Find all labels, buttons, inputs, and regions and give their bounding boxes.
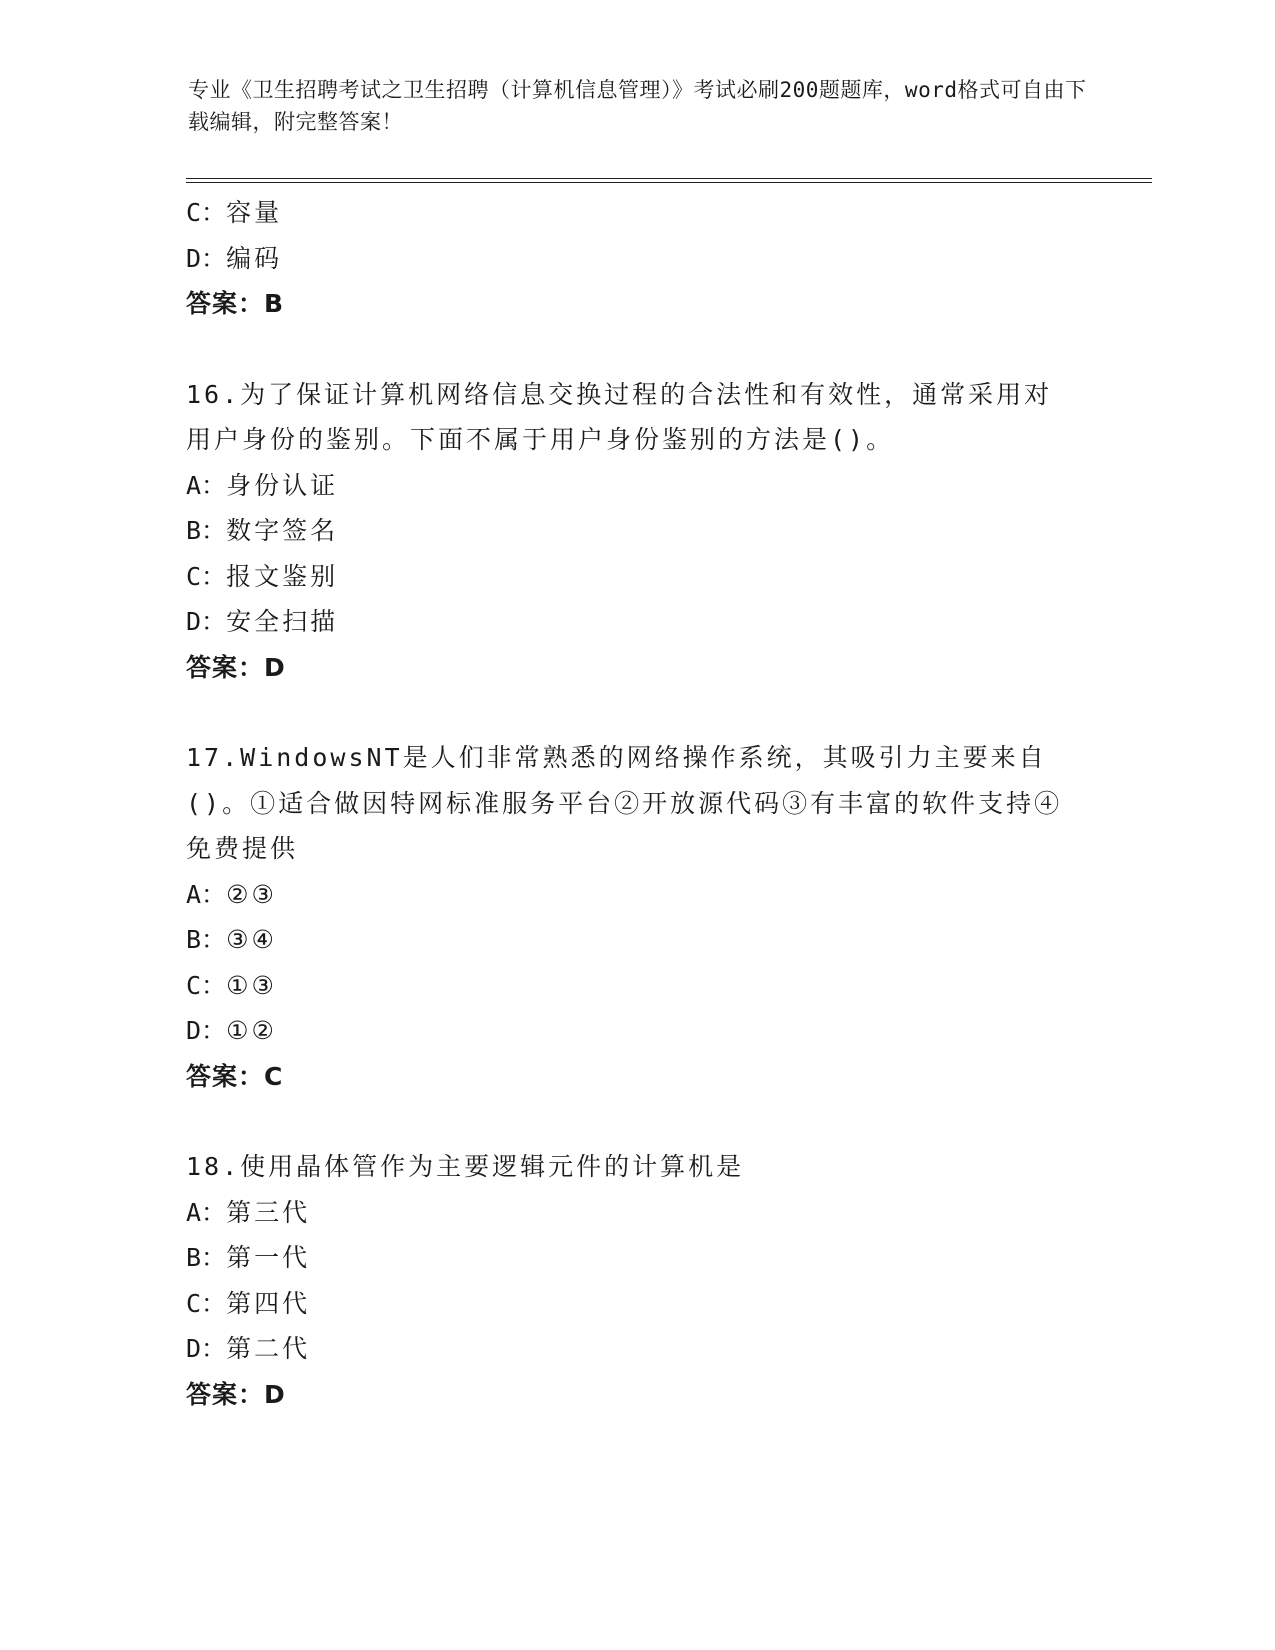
question-18 <box>186 1144 1086 1417</box>
option <box>186 190 1086 236</box>
option-key: A： <box>186 470 227 500</box>
answer: 答案：D <box>186 652 286 682</box>
option <box>186 236 1086 282</box>
option-text: 安全扫描 <box>226 607 339 636</box>
option-key: B： <box>186 1243 227 1272</box>
document-header: 专业《卫生招聘考试之卫生招聘（计算机信息管理）》考试必刷200题题库，word格式可自由下载编辑，附完整答案！ <box>188 78 1087 134</box>
option-key: C： <box>186 970 227 1000</box>
option-text: ①② <box>226 1016 277 1045</box>
option-key: D： <box>186 243 227 273</box>
option <box>186 1190 1086 1236</box>
option <box>186 872 1086 918</box>
option-text: 容量 <box>226 198 283 227</box>
option-key: C： <box>186 1288 227 1318</box>
option-key: D： <box>186 1334 227 1363</box>
option-key: B： <box>186 516 227 545</box>
header-divider-top <box>186 178 1152 179</box>
question-list <box>186 190 1086 1417</box>
option-key: D： <box>186 1016 227 1045</box>
answer: 答案：C <box>186 1061 284 1091</box>
option <box>186 1281 1086 1327</box>
header-divider-bottom <box>186 182 1152 183</box>
option-text: ③④ <box>226 925 277 954</box>
option-key: C： <box>186 198 227 227</box>
option <box>186 1326 1086 1372</box>
option <box>186 508 1086 554</box>
option-key: A： <box>186 879 227 909</box>
option-key: B： <box>186 925 227 954</box>
option <box>186 1008 1086 1054</box>
option <box>186 554 1086 600</box>
question-text: 18.使用晶体管作为主要逻辑元件的计算机是 <box>186 1152 745 1181</box>
option <box>186 599 1086 645</box>
option-text: 第二代 <box>226 1334 311 1363</box>
previous-question-tail <box>186 190 1086 327</box>
option-text: 第一代 <box>226 1243 311 1272</box>
spacer <box>186 1099 1086 1144</box>
option <box>186 963 1086 1009</box>
spacer <box>186 690 1086 735</box>
option <box>186 463 1086 509</box>
option-key: A： <box>186 1197 227 1227</box>
option-key: C： <box>186 561 227 591</box>
option-text: 第三代 <box>226 1197 311 1227</box>
question-text: 17.WindowsNT是人们非常熟悉的网络操作系统，其吸引力主要来自()。①适合做因特网标准服务平台②开放源代码③有丰富的软件支持④免费提供 <box>186 743 1063 863</box>
option-text: 第四代 <box>226 1288 311 1318</box>
question-text: 16.为了保证计算机网络信息交换过程的合法性和有效性，通常采用对用户身份的鉴别。下面不属于用户身份鉴别的方法是()。 <box>186 379 1053 454</box>
option-text: 编码 <box>226 243 283 273</box>
answer: 答案：B <box>186 289 285 318</box>
spacer <box>186 327 1086 372</box>
question-17 <box>186 735 1086 1099</box>
option <box>186 917 1086 963</box>
option-text: 报文鉴别 <box>226 561 339 591</box>
option <box>186 1235 1086 1281</box>
option-text: ①③ <box>226 970 277 1000</box>
option-text: 身份认证 <box>226 470 339 500</box>
question-16 <box>186 372 1086 691</box>
option-text: ②③ <box>226 879 277 909</box>
option-key: D： <box>186 607 227 636</box>
answer: 答案：D <box>186 1379 286 1409</box>
option-text: 数字签名 <box>226 516 339 545</box>
